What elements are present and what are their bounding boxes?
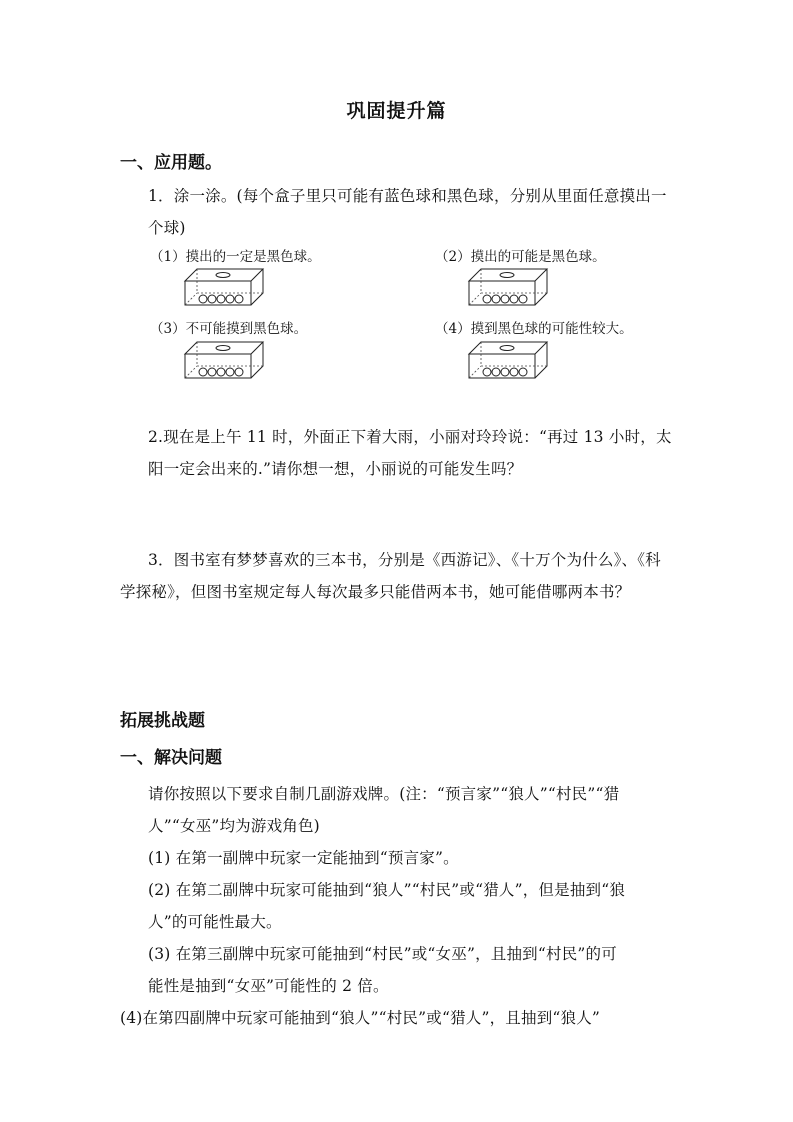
box-icon xyxy=(183,267,265,307)
rule-1: (1) 在第一副牌中玩家一定能抽到“预言家”。 xyxy=(148,849,459,867)
q1-item-2-label: （2）摸出的可能是黑色球。 xyxy=(435,249,606,265)
intro-line-1: 请你按照以下要求自制几副游戏牌。(注：“预言家”“狼人”“村民”“猎 xyxy=(148,785,620,803)
ball-box-4[interactable] xyxy=(467,340,549,380)
question-1-line-1: 1．涂一涂。(每个盒子里只可能有蓝色球和黑色球，分别从里面任意摸出一 xyxy=(148,187,667,205)
page-title: 巩固提升篇 xyxy=(346,100,447,122)
intro-line-2: 人”“女巫”均为游戏角色) xyxy=(148,817,320,835)
question-3-line-2: 学探秘》，但图书室规定每人每次最多只能借两本书，她可能借哪两本书？ xyxy=(120,583,631,601)
ball-box-3[interactable] xyxy=(183,340,265,380)
ball-box-1[interactable] xyxy=(183,267,265,307)
question-2-line-2: 阳一定会出来的.”请你想一想，小丽说的可能发生吗？ xyxy=(148,460,523,478)
ball-box-2[interactable] xyxy=(467,267,549,307)
box-icon xyxy=(183,340,265,380)
rule-4-line-1: (4)在第四副牌中玩家可能抽到“狼人”“村民”或“猎人”，且抽到“狼人” xyxy=(120,1009,601,1027)
rule-3-line-1: (3) 在第三副牌中玩家可能抽到“村民”或“女巫”，且抽到“村民”的可 xyxy=(148,945,617,963)
question-2-line-1: 2.现在是上午 11 时，外面正下着大雨，小丽对玲玲说：“再过 13 小时，太 xyxy=(148,428,672,446)
question-1-line-2: 个球) xyxy=(148,219,186,237)
rule-3-line-2: 能性是抽到“女巫”可能性的 2 倍。 xyxy=(148,977,389,995)
q1-item-1-label: （1）摸出的一定是黑色球。 xyxy=(150,249,321,265)
rule-2-line-1: (2) 在第二副牌中玩家可能抽到“狼人”“村民”或“猎人”，但是抽到“狼 xyxy=(148,881,626,899)
q1-item-3-label: （3）不可能摸到黑色球。 xyxy=(150,321,308,337)
rule-2-line-2: 人”的可能性最大。 xyxy=(148,913,282,931)
box-icon xyxy=(467,267,549,307)
section-heading-solve: 一、解决问题 xyxy=(120,748,222,768)
section-title-extension: 拓展挑战题 xyxy=(120,711,205,731)
box-icon xyxy=(467,340,549,380)
q1-item-4-label: （4）摸到黑色球的可能性较大。 xyxy=(435,321,633,337)
section-heading-application: 一、应用题。 xyxy=(120,153,222,173)
question-3-line-1: 3．图书室有梦梦喜欢的三本书，分别是《西游记》、《十万个为什么》、《科 xyxy=(148,551,661,569)
